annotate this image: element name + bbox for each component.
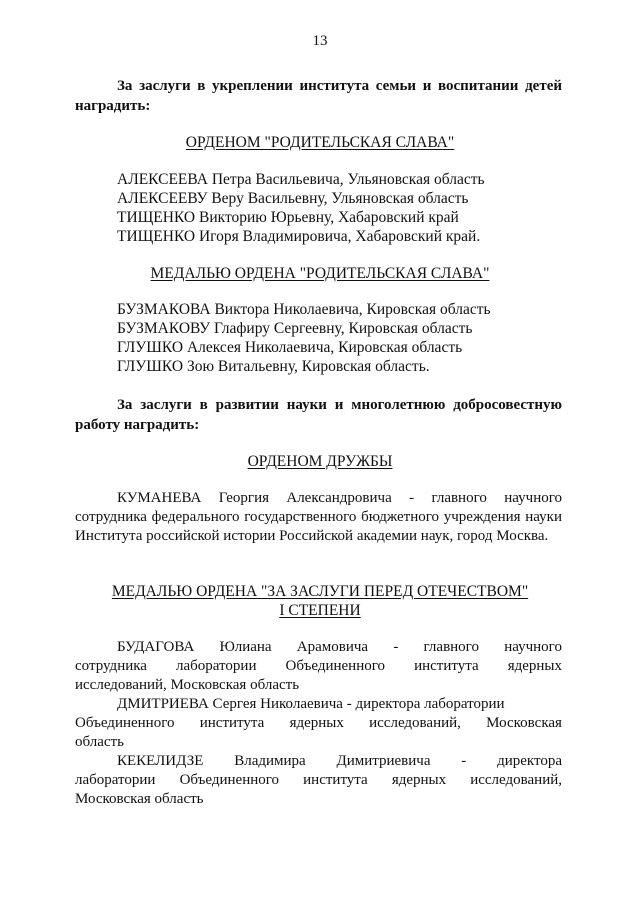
- word: БУДАГОВА: [117, 639, 195, 655]
- word: Объединенного: [179, 772, 280, 788]
- word: исследований,: [369, 715, 461, 731]
- recipient-line: ДМИТРИЕВА Сергея Николаевича - директора лаборатории: [117, 696, 505, 712]
- fatherland-recipient-budagov: [75, 638, 562, 695]
- recipient-line: [75, 752, 562, 771]
- list-item: АЛЕКСЕЕВА Петра Васильевича, Ульяновская область: [117, 171, 485, 188]
- list-item: ГЛУШКО Зою Витальевну, Кировская область.: [117, 358, 430, 375]
- word: ядерных: [391, 772, 447, 788]
- word: исследований,: [470, 772, 562, 788]
- list-item: БУЗМАКОВУ Глафиру Сергеевну, Кировская область: [117, 320, 473, 337]
- word: ядерных: [507, 658, 562, 674]
- word: Объединенного: [75, 715, 175, 731]
- list-item: ТИЩЕНКО Игоря Владимировича, Хабаровский край.: [117, 228, 481, 245]
- list-item: ТИЩЕНКО Викторию Юрьевну, Хабаровский край: [117, 209, 459, 226]
- page-number: 13: [312, 33, 328, 49]
- word: лаборатории: [176, 658, 257, 674]
- list-item: БУЗМАКОВА Виктора Николаевича, Кировская область: [117, 301, 491, 318]
- fatherland-recipient-dmitriev: [75, 695, 562, 752]
- order-recipients-list: [117, 170, 485, 246]
- recipient-line: область: [75, 734, 124, 750]
- heading-order-parental-glory: ОРДЕНОМ "РОДИТЕЛЬСКАЯ СЛАВА": [185, 134, 455, 151]
- heading-medal-fatherland-line1: МЕДАЛЬЮ ОРДЕНА "ЗА ЗАСЛУГИ ПЕРЕД ОТЕЧЕСТВОМ": [111, 583, 529, 600]
- word: института: [303, 772, 368, 788]
- word: Объединенного: [285, 658, 386, 674]
- word: сотрудника: [75, 658, 147, 674]
- word: -: [393, 639, 399, 655]
- word: Юлиана: [219, 639, 272, 655]
- word: Димитриевича: [336, 753, 431, 769]
- word: института: [199, 715, 265, 731]
- recipient-line: [75, 714, 562, 733]
- heading-medal-fatherland-line2: I СТЕПЕНИ: [279, 602, 361, 619]
- recipient-line: [75, 657, 562, 676]
- word: директора: [497, 753, 562, 769]
- recipient-line: [75, 771, 562, 790]
- word: научного: [504, 639, 562, 655]
- section-intro-family: За заслуги в укреплении института семьи и воспитании детей наградить:: [75, 78, 562, 114]
- recipient-line: [75, 638, 562, 657]
- word: лаборатории: [75, 772, 156, 788]
- word: главного: [423, 639, 479, 655]
- heading-medal-parental-glory: МЕДАЛЬЮ ОРДЕНА "РОДИТЕЛЬСКАЯ СЛАВА": [150, 265, 490, 282]
- heading-order-friendship: ОРДЕНОМ ДРУЖБЫ: [247, 453, 393, 470]
- list-item: АЛЕКСЕЕВУ Веру Васильевну, Ульяновская область: [117, 190, 469, 207]
- word: Арамовича: [296, 639, 369, 655]
- heading-medal-fatherland: [0, 582, 640, 620]
- friendship-recipient-paragraph: КУМАНЕВА Георгия Александровича - главного научного сотрудника федерального государственного бюджетного учреждения науки Института российской истории Российской академии наук, город Москва.: [75, 490, 562, 544]
- recipient-line: исследований, Московская область: [75, 677, 300, 693]
- section-intro-science: За заслуги в развитии науки и многолетнюю добросовестную работу наградить:: [75, 397, 562, 433]
- word: КЕКЕЛИДЗЕ: [117, 753, 204, 769]
- medal-recipients-list: [117, 300, 491, 376]
- word: Московская: [486, 715, 562, 731]
- word: института: [414, 658, 479, 674]
- list-item: ГЛУШКО Алексея Николаевича, Кировская область: [117, 339, 463, 356]
- recipient-line: Московская область: [75, 791, 204, 807]
- word: Владимира: [234, 753, 306, 769]
- fatherland-recipient-kekelidze: [75, 752, 562, 809]
- word: ядерных: [289, 715, 344, 731]
- word: -: [461, 753, 467, 769]
